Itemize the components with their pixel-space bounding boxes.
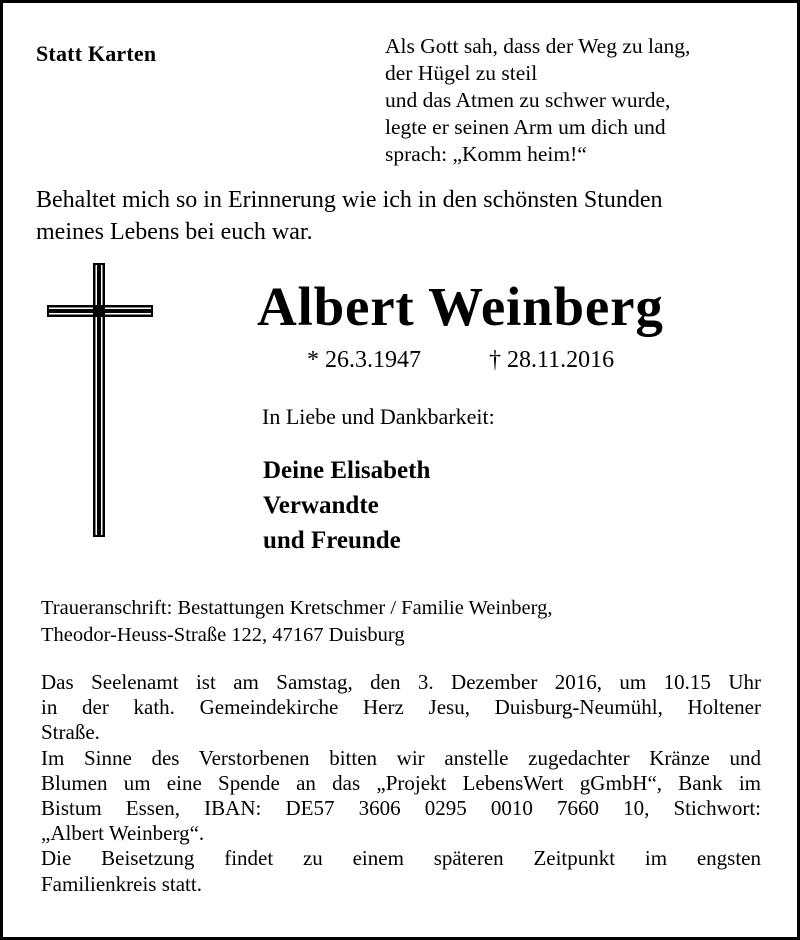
address-line: Traueranschrift: Bestattungen Kretschmer / Familie Weinberg,	[41, 597, 553, 619]
dedication-line: In Liebe und Dankbarkeit:	[262, 404, 495, 429]
mourner-item: Deine Elisabeth	[263, 457, 431, 484]
service-line: Bistum Essen, IBAN: DE57 3606 0295 0010 7660 10, Stichwort:	[41, 796, 761, 821]
mourner-item: und Freunde	[263, 527, 401, 554]
poem-line: und das Atmen zu schwer wurde,	[385, 88, 671, 112]
service-details	[41, 670, 761, 897]
poem	[385, 33, 690, 168]
poem-line: der Hügel zu steil	[385, 61, 538, 85]
service-line: Das Seelenamt ist am Samstag, den 3. Dezember 2016, um 10.15 Uhr	[41, 670, 761, 694]
intro-line: meines Lebens bei euch war.	[36, 219, 313, 245]
mourners-list	[263, 453, 430, 558]
intro-quote	[36, 184, 776, 248]
service-line: Blumen um eine Spende an das „Projekt LebensWert gGmbH“, Bank im	[41, 770, 761, 795]
service-line: Straße.	[41, 720, 100, 745]
mourning-address	[41, 595, 553, 649]
death-date: † 28.11.2016	[489, 347, 615, 373]
poem-line: legte er seinen Arm um dich und	[385, 115, 666, 139]
service-line: Die Beisetzung findet zu einem späteren Zeitpunkt im engsten	[41, 846, 761, 871]
poem-line: sprach: „Komm heim!“	[385, 142, 587, 166]
intro-line: Behaltet mich so in Erinnerung wie ich in den schönsten Stunden	[36, 187, 663, 213]
mourner-item: Verwandte	[263, 492, 379, 519]
cross-icon	[45, 261, 155, 541]
statt-karten-label: Statt Karten	[36, 41, 157, 66]
service-line: Im Sinne des Verstorbenen bitten wir anstelle zugedachter Kränze und	[41, 745, 761, 770]
poem-line: Als Gott sah, dass der Weg zu lang,	[385, 34, 691, 58]
service-line: in der kath. Gemeindekirche Herz Jesu, Duisburg-Neumühl, Holtener	[41, 695, 761, 720]
address-line: Theodor-Heuss-Straße 122, 47167 Duisburg	[41, 624, 405, 646]
service-line: „Albert Weinberg“.	[41, 821, 205, 846]
service-line: Familienkreis statt.	[41, 871, 202, 896]
deceased-name: Albert Weinberg	[257, 276, 664, 337]
birth-date: * 26.3.1947	[307, 347, 421, 373]
